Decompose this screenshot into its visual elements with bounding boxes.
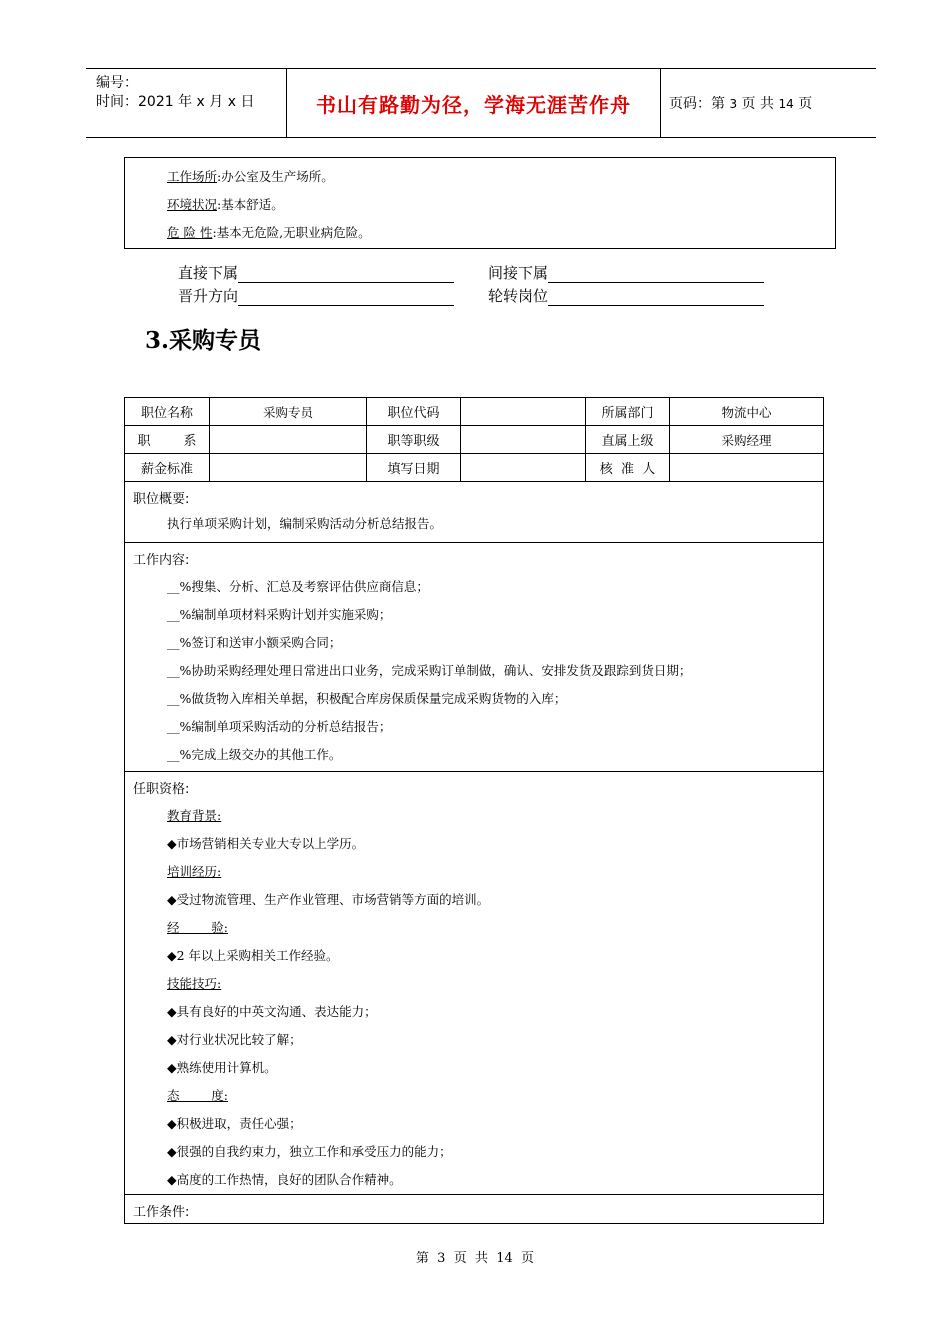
- qual-item: ◆高度的工作热情，良好的团队合作精神。: [167, 1172, 402, 1187]
- qualifications-section: [125, 772, 823, 1195]
- work-conditions-box: [124, 157, 836, 249]
- qual-heading: 技能技巧:: [167, 976, 222, 991]
- overview-title: 职位概要:: [133, 492, 190, 507]
- qual-item: ◆具有良好的中英文沟通、表达能力；: [167, 1004, 377, 1019]
- qualifications-title: 任职资格:: [133, 782, 190, 797]
- header-meta: [86, 69, 287, 137]
- overview-section: [125, 482, 823, 543]
- list-item: __%编制单项采购活动的分析总结报告；: [167, 719, 392, 734]
- qual-item: ◆熟练使用计算机。: [167, 1060, 277, 1075]
- number-label: 编号：: [96, 75, 138, 91]
- duties-section: [125, 543, 823, 772]
- cell-value: [461, 454, 586, 482]
- cell-value: [210, 426, 367, 454]
- promotion-path: 晋升方向: [178, 285, 454, 306]
- cell-label: 职等职级: [367, 426, 461, 454]
- condition-row: 危 险 性:基本无危险,无职业病危险。: [167, 225, 371, 240]
- list-item: __%完成上级交办的其他工作。: [167, 747, 342, 762]
- qual-item: ◆2 年以上采购相关工作经验。: [167, 948, 339, 963]
- qual-item: ◆很强的自我约束力，独立工作和承受压力的能力；: [167, 1144, 452, 1159]
- cell-label: 职位名称: [125, 398, 210, 426]
- qual-heading: 教育背景:: [167, 808, 222, 823]
- header-page-cell: [661, 69, 876, 137]
- cell-value: [210, 454, 367, 482]
- list-item: __%编制单项材料采购计划并实施采购；: [167, 607, 392, 622]
- page-footer: 第 3 页 共 14 页: [415, 1251, 535, 1266]
- work-conditions-title: 工作条件:: [133, 1205, 190, 1220]
- list-item: __%做货物入库相关单据，积极配合库房保质保量完成采购货物的入库；: [167, 691, 567, 706]
- cell-value: 采购经理: [670, 426, 823, 454]
- qual-item: ◆积极进取，责任心强；: [167, 1116, 302, 1131]
- cell-label: 所属部门: [586, 398, 670, 426]
- duties-title: 工作内容:: [133, 553, 190, 568]
- list-item: __%搜集、分析、汇总及考察评估供应商信息；: [167, 579, 429, 594]
- condition-row: 工作场所:办公室及生产场所。: [167, 169, 334, 184]
- direct-subordinates: 直接下属: [178, 262, 454, 283]
- qual-heading: 经 验:: [167, 920, 228, 935]
- qual-item: ◆市场营销相关专业大专以上学历。: [167, 836, 365, 851]
- cell-label: 填写日期: [367, 454, 461, 482]
- cell-value: [461, 426, 586, 454]
- cell-value: [670, 454, 823, 482]
- indirect-subordinates: 间接下属: [488, 262, 764, 283]
- cell-value: 物流中心: [670, 398, 823, 426]
- cell-value: 采购专员: [210, 398, 367, 426]
- cell-label: 薪金标准: [125, 454, 210, 482]
- motto: 书山有路勤为径，学海无涯苦作舟: [316, 92, 631, 117]
- work-conditions-section: [125, 1195, 823, 1223]
- page-header: [86, 68, 876, 138]
- cell-label: 核 准 人: [586, 454, 670, 482]
- condition-row: 环境状况:基本舒适。: [167, 197, 284, 212]
- cell-label: 职位代码: [367, 398, 461, 426]
- qual-item: ◆受过物流管理、生产作业管理、市场营销等方面的培训。: [167, 892, 490, 907]
- qual-heading: 培训经历:: [167, 864, 222, 879]
- overview-text: 执行单项采购计划，编制采购活动分析总结报告。: [167, 516, 443, 531]
- cell-label: 职 系: [125, 426, 210, 454]
- time-label: 时间：2021 年 x 月 x 日: [96, 94, 255, 110]
- cell-value: [461, 398, 586, 426]
- rotation-positions: 轮转岗位: [488, 285, 764, 306]
- list-item: __%签订和送审小额采购合同；: [167, 635, 342, 650]
- list-item: __%协助采购经理处理日常进出口业务，完成采购订单制做，确认、安排发货及跟踪到货日期；: [167, 663, 692, 678]
- section-title: 3.采购专员: [145, 327, 262, 354]
- cell-label: 直属上级: [586, 426, 670, 454]
- job-description-table: [124, 397, 824, 1224]
- qual-heading: 态 度:: [167, 1088, 228, 1103]
- page-indicator: 页码：第 3 页 共 14 页: [669, 96, 813, 112]
- header-motto-cell: [287, 69, 661, 137]
- qual-item: ◆对行业状况比较了解；: [167, 1032, 302, 1047]
- job-info-grid: [125, 398, 823, 482]
